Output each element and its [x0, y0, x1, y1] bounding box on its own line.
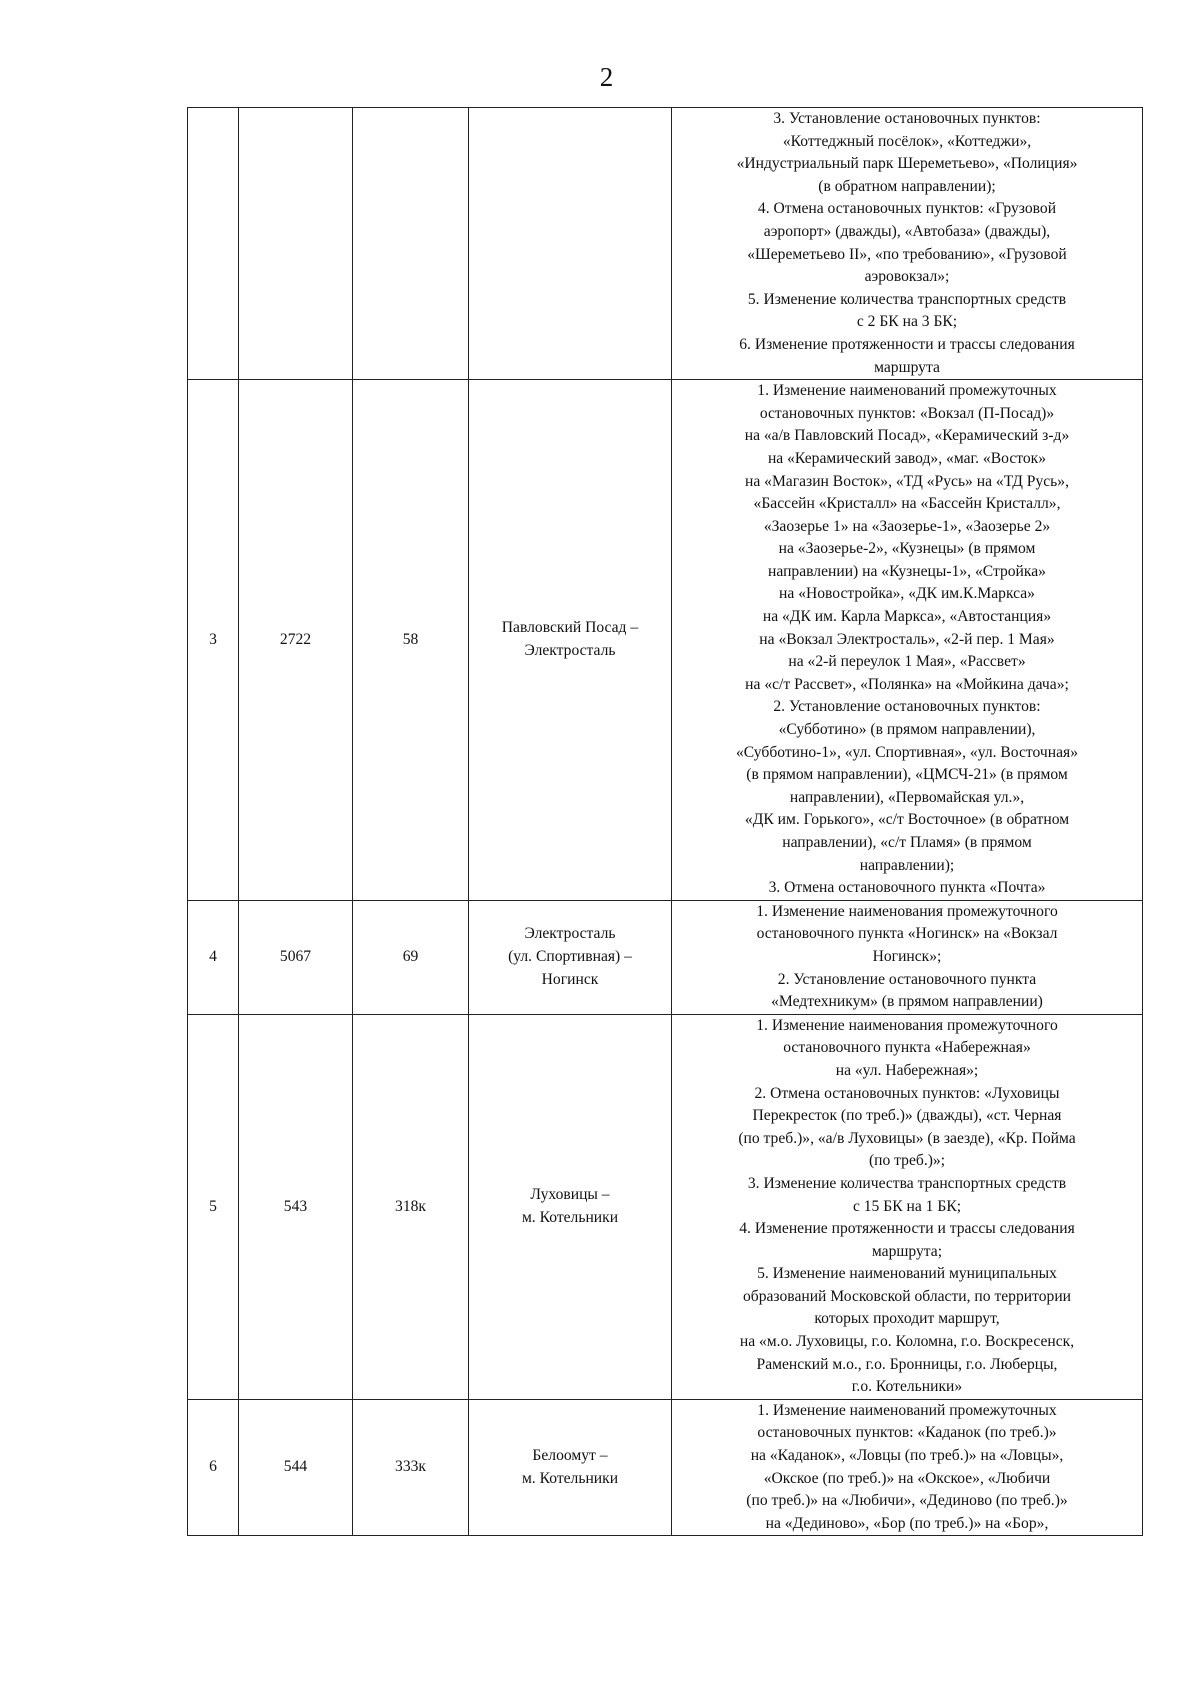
changes-line: 1. Изменение наименований промежуточных [757, 1401, 1057, 1419]
changes-line: аэропорт» (дважды), «Автобаза» (дважды), [763, 222, 1051, 240]
changes-line: образований Московской области, по территории [742, 1287, 1072, 1305]
route-name-cell [469, 900, 672, 1014]
changes-line: остановочного пункта «Ногинск» на «Вокзал [756, 925, 1058, 943]
changes-line: на «Керамический завод», «маг. «Восток» [767, 449, 1047, 467]
changes-line: маршрута; [871, 1242, 943, 1260]
route-name-line: Ногинск [541, 970, 599, 988]
page-number: 2 [599, 62, 614, 92]
changes-line: 5. Изменение наименований муниципальных [757, 1265, 1057, 1283]
changes-line: (по треб.)»; [868, 1152, 946, 1170]
table-row [188, 108, 1143, 380]
changes-line: на «Магазин Восток», «ТД «Русь» на «ТД Русь», [744, 472, 1069, 490]
route-name-line: Электросталь [524, 925, 616, 943]
changes-line: 5. Изменение количества транспортных средств [747, 290, 1067, 308]
changes-line: 1. Изменение наименований промежуточных [757, 382, 1057, 400]
changes-line: «Индустриальный парк Шереметьево», «Полиция» [736, 155, 1078, 173]
changes-line: на «а/в Павловский Посад», «Керамический з-д» [744, 427, 1070, 445]
row-number-cell [188, 108, 239, 380]
route-name-line: Луховицы – [530, 1186, 610, 1204]
changes-line: «Бассейн «Кристалл» на «Бассейн Кристалл», [753, 495, 1061, 513]
table-row [188, 380, 1143, 901]
row-number-cell: 5 [188, 1014, 239, 1399]
registration-number-cell: 2722 [239, 380, 353, 901]
changes-line: г.о. Котельники» [851, 1378, 963, 1396]
table-row [188, 1399, 1143, 1536]
changes-line: с 2 БК на 3 БК; [856, 313, 958, 331]
changes-cell [672, 108, 1143, 380]
changes-line: на «ДК им. Карла Маркса», «Автостанция» [762, 608, 1052, 626]
changes-line: 6. Изменение протяженности и трассы следования [739, 335, 1075, 353]
changes-line: 1. Изменение наименования промежуточного [756, 902, 1058, 920]
changes-line: на «Вокзал Электросталь», «2-й пер. 1 Мая» [759, 630, 1055, 648]
route-number-cell: 58 [353, 380, 469, 901]
changes-line: (в прямом направлении), «ЦМСЧ-21» (в прямом [746, 766, 1068, 784]
changes-line: 2. Установление остановочных пунктов: [773, 698, 1041, 716]
route-name-line: Павловский Посад – [501, 619, 639, 637]
changes-line: на «Новостройка», «ДК им.К.Маркса» [779, 585, 1035, 603]
changes-line: (по треб.)», «а/в Луховицы» (в заезде), «Кр. Пойма [738, 1129, 1076, 1147]
route-name-cell [469, 108, 672, 380]
registration-number-cell: 5067 [239, 900, 353, 1014]
changes-line: остановочных пунктов: «Каданок (по треб.)» [757, 1424, 1057, 1442]
changes-line: на «2-й переулок 1 Мая», «Рассвет» [788, 653, 1026, 671]
row-number-cell: 6 [188, 1399, 239, 1536]
changes-line: «Окское (по треб.)» на «Окское», «Любичи [763, 1469, 1051, 1487]
changes-cell [672, 380, 1143, 901]
changes-line: Раменский м.о., г.о. Бронницы, г.о. Люберцы, [756, 1355, 1058, 1373]
route-number-cell [353, 108, 469, 380]
changes-line: с 15 БК на 1 БК; [852, 1197, 962, 1215]
changes-line: на «ул. Набережная»; [835, 1061, 979, 1079]
changes-line: 1. Изменение наименования промежуточного [756, 1016, 1058, 1034]
changes-line: Перекресток (по треб.)» (дважды), «ст. Черная [752, 1107, 1062, 1125]
changes-line: (в обратном направлении); [818, 177, 996, 195]
route-name-line: Белоомут – [532, 1447, 608, 1465]
changes-line: 3. Установление остановочных пунктов: [773, 110, 1041, 127]
changes-line: «Коттеджный посёлок», «Коттеджи», [782, 132, 1032, 150]
changes-cell [672, 1014, 1143, 1399]
row-number-cell: 3 [188, 380, 239, 901]
changes-line: 2. Отмена остановочных пунктов: «Луховицы [754, 1084, 1060, 1102]
changes-line: на «с/т Рассвет», «Полянка» на «Мойкина дача»; [745, 675, 1069, 693]
changes-line: «Субботино-1», «ул. Спортивная», «ул. Восточная» [736, 743, 1078, 761]
changes-line: 4. Отмена остановочных пунктов: «Грузовой [757, 200, 1057, 218]
changes-line: аэровокзал»; [864, 268, 950, 286]
changes-line: остановочных пунктов: «Вокзал (П-Посад)» [759, 404, 1055, 422]
registration-number-cell [239, 108, 353, 380]
changes-line: которых проходит маршрут, [814, 1310, 1000, 1328]
registration-number-cell: 544 [239, 1399, 353, 1536]
route-name-cell [469, 1399, 672, 1536]
changes-line: 4. Изменение протяженности и трассы следования [739, 1220, 1075, 1238]
changes-line: направлении), «Первомайская ул.», [789, 788, 1025, 806]
table-row [188, 900, 1143, 1014]
changes-line: (по треб.)» на «Любичи», «Дединово (по треб.)» [746, 1492, 1068, 1510]
changes-line: 3. Отмена остановочного пункта «Почта» [768, 879, 1046, 897]
changes-line: на «Дединово», «Бор (по треб.)» на «Бор», [765, 1514, 1049, 1532]
changes-line: маршрута [874, 358, 940, 376]
changes-cell [672, 900, 1143, 1014]
routes-table [187, 107, 1143, 1536]
route-name-cell [469, 380, 672, 901]
changes-line: «Заозерье 1» на «Заозерье-1», «Заозерье 2» [763, 517, 1051, 535]
changes-line: направлении); [859, 856, 955, 874]
changes-line: «ДК им. Горького», «с/т Восточное» (в обратном [744, 811, 1070, 829]
route-number-cell: 318к [353, 1014, 469, 1399]
changes-line: «Медтехникум» (в прямом направлении) [771, 993, 1043, 1011]
changes-line: 2. Установление остановочного пункта [777, 970, 1037, 988]
changes-line: остановочного пункта «Набережная» [783, 1039, 1031, 1057]
changes-line: Ногинск»; [872, 947, 942, 965]
changes-line: на «Заозерье-2», «Кузнецы» (в прямом [778, 540, 1036, 558]
row-number-cell: 4 [188, 900, 239, 1014]
table-row [188, 1014, 1143, 1399]
changes-line: «Шереметьево II», «по требованию», «Грузовой [747, 245, 1067, 263]
changes-line: направлении) на «Кузнецы-1», «Стройка» [768, 562, 1046, 580]
changes-line: 3. Изменение количества транспортных средств [747, 1174, 1067, 1192]
route-name-line: Электросталь [524, 641, 616, 659]
route-name-line: м. Котельники [521, 1208, 619, 1226]
routes-table-body [188, 108, 1143, 1536]
changes-cell [672, 1399, 1143, 1536]
route-number-cell: 69 [353, 900, 469, 1014]
route-name-line: м. Котельники [521, 1469, 619, 1487]
route-number-cell: 333к [353, 1399, 469, 1536]
registration-number-cell: 543 [239, 1014, 353, 1399]
changes-line: на «Каданок», «Ловцы (по треб.)» на «Ловцы», [750, 1447, 1064, 1465]
changes-line: «Субботино» (в прямом направлении), [778, 721, 1036, 739]
route-name-cell [469, 1014, 672, 1399]
changes-line: на «м.о. Луховицы, г.о. Коломна, г.о. Воскресенск, [739, 1333, 1075, 1351]
changes-line: направлении), «с/т Пламя» (в прямом [782, 834, 1032, 851]
route-name-line: (ул. Спортивная) – [508, 947, 632, 965]
